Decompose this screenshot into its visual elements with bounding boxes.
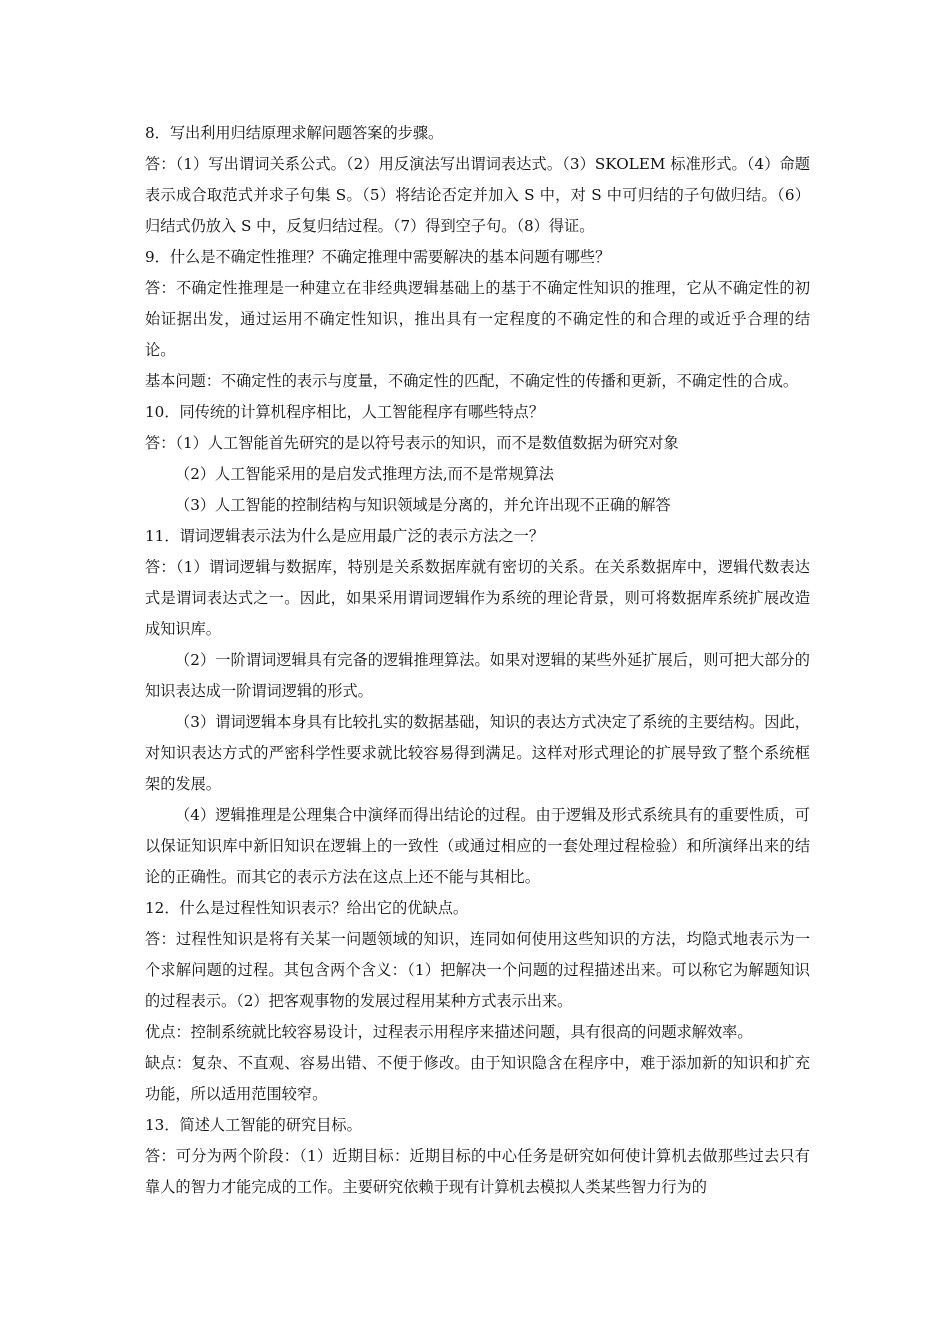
answer-11-item-1: 答：（1）谓词逻辑与数据库，特别是关系数据库就有密切的关系。在关系数据库中，逻辑代数表达式是谓词表达式之一。因此，如果采用谓词逻辑作为系统的理论背景，则可将数据库系统扩展改造成知识库。 [145, 558, 810, 638]
answer-13: 答：可分为两个阶段：（1）近期目标：近期目标的中心任务是研究如何使计算机去做那些过去只有靠人的智力才能完成的工作。主要研究依赖于现有计算机去模拟人类某些智力行为的 [145, 1147, 810, 1196]
question-8: 8．写出利用归结原理求解问题答案的步骤。 [145, 124, 444, 142]
answer-12-advantages: 优点：控制系统就比较容易设计，过程表示用程序来描述问题，具有很高的问题求解效率。 [145, 1023, 753, 1041]
question-13: 13．简述人工智能的研究目标。 [145, 1116, 362, 1134]
answer-9: 答：不确定性推理是一种建立在非经典逻辑基础上的基于不确定性知识的推理，它从不确定性的初始证据出发，通过运用不确定性知识，推出具有一定程度的不确定性的和合理的或近乎合理的结论。 [145, 279, 810, 359]
answer-12: 答：过程性知识是将有关某一问题领域的知识，连同如何使用这些知识的方法，均隐式地表示为一个求解问题的过程。其包含两个含义：（1）把解决一个问题的过程描述出来。可以称它为解题知识的过程表示。（2）把客观事物的发展过程用某种方式表示出来。 [145, 930, 810, 1010]
answer-11-item-2: （2）一阶谓词逻辑具有完备的逻辑推理算法。如果对逻辑的某些外延扩展后，则可把大部分的知识表达成一阶谓词逻辑的形式。 [145, 651, 810, 700]
answer-12-disadvantages: 缺点：复杂、不直观、容易出错、不便于修改。由于知识隐含在程序中，难于添加新的知识和扩充功能，所以适用范围较窄。 [145, 1054, 810, 1103]
question-9: 9．什么是不确定性推理？不确定推理中需要解决的基本问题有哪些？ [145, 248, 611, 266]
question-12: 12．什么是过程性知识表示？给出它的优缺点。 [145, 899, 469, 917]
answer-8: 答：（1）写出谓词关系公式。（2）用反演法写出谓词表达式。（3）SKOLEM 标准形式。（4）命题表示成合取范式并求子句集 S。（5）将结论否定并加入 S 中，对 S 中可归结的子句做归结。（6）归结式仍放入 S 中，反复归结过程。（7）得到空子句。（8）得证。 [145, 155, 810, 235]
answer-11-item-3: （3）谓词逻辑本身具有比较扎实的数据基础，知识的表达方式决定了系统的主要结构。因此，对知识表达方式的严密科学性要求就比较容易得到满足。这样对形式理论的扩展导致了整个系统框架的发展。 [145, 713, 810, 793]
answer-11-item-4: （4）逻辑推理是公理集合中演绎而得出结论的过程。由于逻辑及形式系统具有的重要性质，可以保证知识库中新旧知识在逻辑上的一致性（或通过相应的一套处理过程检验）和所演绎出来的结论的正确性。而其它的表示方法在这点上还不能与其相比。 [145, 806, 810, 886]
question-10: 10．同传统的计算机程序相比，人工智能程序有哪些特点？ [145, 403, 545, 421]
answer-10-item-2: （2）人工智能采用的是启发式推理方法,而不是常规算法 [175, 465, 554, 483]
question-11: 11．谓词逻辑表示法为什么是应用最广泛的表示方法之一？ [145, 527, 545, 545]
answer-9-basic-problems: 基本问题：不确定性的表示与度量，不确定性的匹配，不确定性的传播和更新，不确定性的合成。 [145, 372, 799, 390]
answer-10-item-1: 答：（1）人工智能首先研究的是以符号表示的知识，而不是数值数据为研究对象 [145, 434, 679, 452]
answer-10-item-3: （3）人工智能的控制结构与知识领域是分离的，并允许出现不正确的解答 [175, 496, 671, 514]
